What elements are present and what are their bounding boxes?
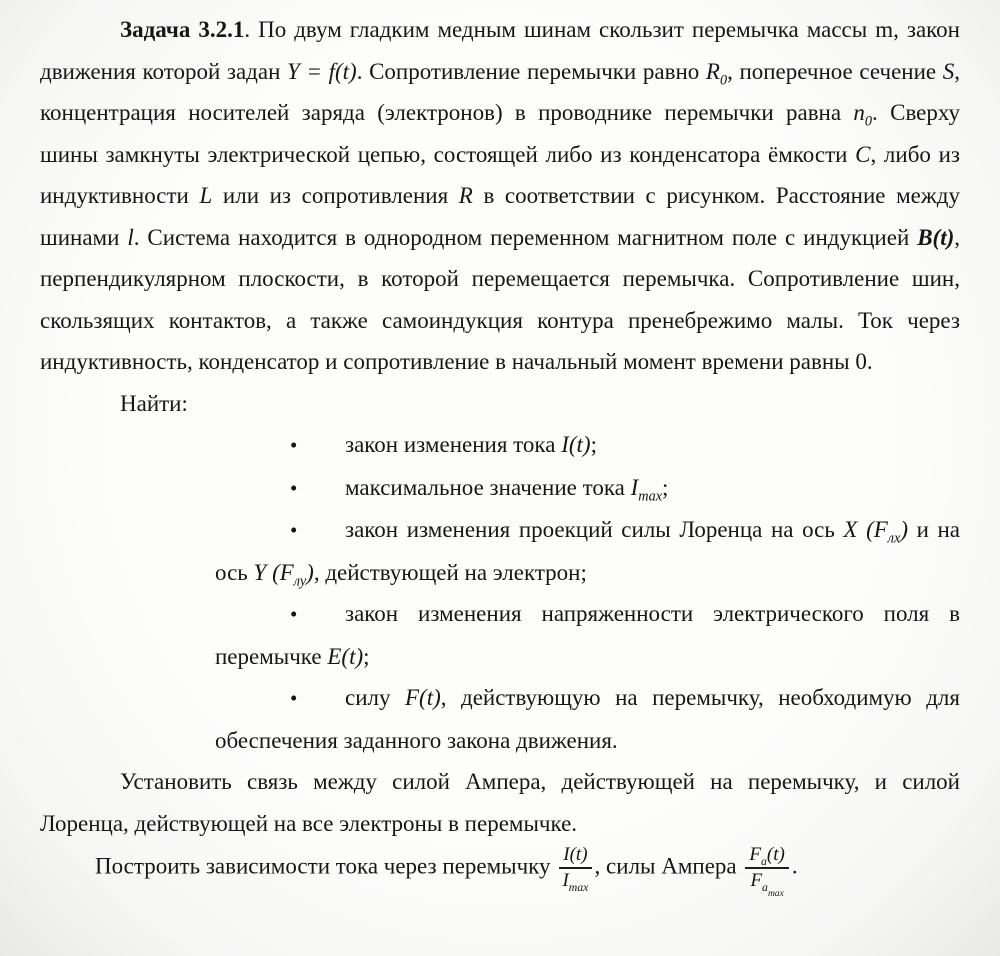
list-item-text: закон изменения напряженности электрического поля в перемычке E(t); <box>215 601 960 669</box>
list-item-current-law <box>215 424 960 467</box>
bullet-icon: • <box>290 433 298 457</box>
paragraph-ampere-lorentz-relation: Установить связь между силой Ампера, действующей на перемычку, и силой Лоренца, действующей на все электроны в перемычке. <box>40 769 960 836</box>
list-item-electric-field <box>215 593 960 677</box>
find-list <box>40 424 960 761</box>
list-item-lorentz-projections <box>215 509 960 593</box>
plot-task-mid: , силы Ампера <box>594 853 743 879</box>
list-item-text: максимальное значение тока $I_{max}$; <box>345 474 669 505</box>
fraction-numerator: I(t) <box>559 844 591 869</box>
paragraph-find-label: Найти: <box>120 390 188 416</box>
paragraph-problem-statement: Задача 3.2.1. По двум гладким медным шинам скользит перемычка массы m, закон движения которой задан Y = f(t). Сопротивление перемычки равно $R_0$, поперечное сечение S, концентрация носителей заряда (электронов) в проводнике перемычки равна $n_0$. Сверху шины замкнуты электрической цепью, состоящей либо из конденсатора ёмкости C, либо из индуктивности L или из сопротивления R в соответствии с рисунком. Расстояние между шинами l. Система находится в однородном переменном магнитном поле с индукцией B(t), перпендикулярном плоскости, в которой перемещается перемычка. Сопротивление шин, скользящих контактов, а также самоиндукция контура пренебрежимо малы. Ток через индуктивность, конденсатор и сопротивление в начальный момент времени равны 0. <box>40 17 961 374</box>
fraction-ampere-ratio <box>745 844 788 899</box>
list-item-text: силу F(t), действующую на перемычку, необходимую для обеспечения заданного закона движения. <box>215 685 960 753</box>
bullet-icon: • <box>290 602 298 626</box>
plot-task-tail: . <box>791 853 798 879</box>
list-item-text: закон изменения тока I(t); <box>345 432 597 457</box>
fraction-numerator: $F_a(t)$ <box>745 844 788 869</box>
bullet-icon: • <box>290 518 298 542</box>
fraction-denominator: $I_{max}$ <box>562 870 589 895</box>
list-item-max-current <box>215 467 960 510</box>
paragraph-plot-task <box>40 844 960 899</box>
list-item-text: закон изменения проекций силы Лоренца на ось X $(F_{лх})$ и на ось Y $(F_{лу})$, действующей на электрон; <box>215 517 961 590</box>
plot-task-lead: Построить зависимости тока через перемычку <box>95 853 557 879</box>
bullet-icon: • <box>290 686 298 710</box>
list-item-force <box>215 677 960 761</box>
bullet-icon: • <box>290 475 298 500</box>
fraction-current-ratio <box>559 844 591 893</box>
fraction-denominator: $F_{amax}$ <box>750 870 784 899</box>
